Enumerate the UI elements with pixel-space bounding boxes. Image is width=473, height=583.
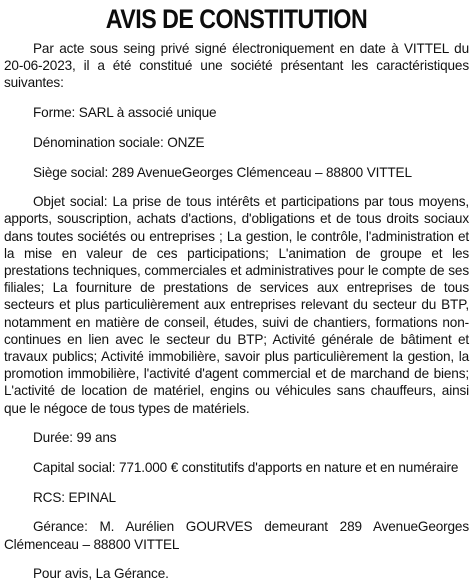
spacer [4, 151, 469, 164]
intro-paragraph: Par acte sous seing privé signé électroniquement en date à VITTEL du 20-06-2023, il a été constitué une société présentant les caractéristiques suivantes: [4, 41, 469, 91]
notice-title: AVIS DE CONSTITUTION [105, 4, 368, 34]
duree-line: Durée: 99 ans [33, 430, 117, 446]
spacer [4, 553, 469, 566]
spacer [4, 92, 469, 105]
denomination-line: Dénomination sociale: ONZE [33, 134, 205, 150]
capital-line: Capital social: 771.000 € constitutifs d'apports en nature et en numéraire [33, 460, 459, 476]
spacer [4, 121, 469, 134]
spacer [4, 181, 469, 194]
forme-line: Forme: SARL à associé unique [33, 105, 217, 121]
spacer [4, 417, 469, 430]
objet-paragraph: Objet social: La prise de tous intérêts et participations par tous moyens, apports, souscription, achats d'actions, d'obligations et de tous droits sociaux dans toutes sociétés ou entreprises ; La gestion, le contrôle, l'administration et la mise en valeur de ces participations; L'animation de groupe et les prestations techniques, commerciales et administratives pour le compte de ses filiales; La fourniture de prestations de services aux entreprises de tous secteurs et plus particulièrement aux entreprises relevant du secteur du BTP, notamment en matière de conseil, études, suivi de chantiers, formations non-continues en lien avec le secteur du BTP; Activité générale de bâtiment et travaux publics; Activité immobilière, savoir plus particulièrement la gestion, la promotion immobilière, l'activité d'agent commercial et de marchand de biens; L'activité de location de matériel, engins ou véhicules sans chauffeurs, ainsi que le négoce de tous types de matériels. [4, 194, 469, 416]
spacer [4, 476, 469, 489]
siege-line: Siège social: 289 AvenueGeorges Clémenceau – 88800 VITTEL [33, 164, 412, 180]
rcs-line: RCS: EPINAL [33, 489, 116, 505]
spacer [4, 506, 469, 519]
gerance-paragraph: Gérance: M. Aurélien GOURVES demeurant 289 AvenueGeorges Clémenceau – 88800 VITTEL [4, 519, 469, 552]
spacer [4, 447, 469, 460]
closing-line: Pour avis, La Gérance. [33, 566, 169, 582]
